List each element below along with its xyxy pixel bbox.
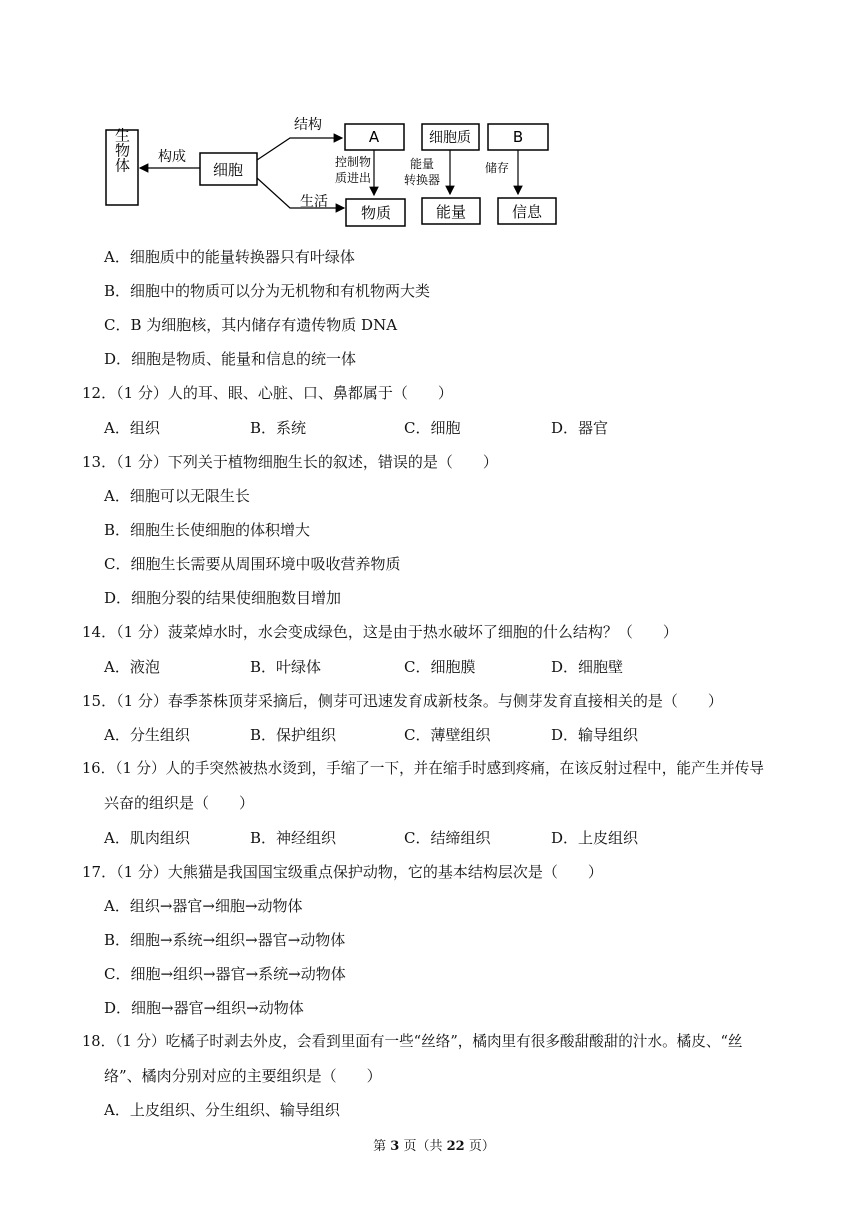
q17-option-d: D．细胞→器官→组织→动物体 [104,999,304,1017]
q15-option-a: A．分生组织 [104,726,190,744]
q12-stem: 12．（1 分）人的耳、眼、心脏、口、鼻都属于（ ） [82,384,453,402]
q15-option-d: D．输导组织 [551,726,639,744]
box-a-text: A [368,128,380,146]
q18-stem-line2: 络”、橘肉分别对应的主要组织是（ ） [104,1067,382,1085]
q13-option-c: C．细胞生长需要从周围环境中吸收营养物质 [104,555,401,573]
q16-stem-line1: 16．（1 分）人的手突然被热水烫到，手缩了一下，并在缩手时感到疼痛，在该反射过程中，能产生并传导 [82,760,764,777]
q16-option-c: C．结缔组织 [404,829,491,847]
q16-option-b: B．神经组织 [250,829,337,847]
q17-option-c: C．细胞→组织→器官→系统→动物体 [104,965,346,983]
energy-text: 能量 [435,203,467,221]
footer-page-number: 3 [390,1139,400,1154]
q18-option-a: A．上皮组织、分生组织、输导组织 [104,1101,340,1119]
q13-option-a: A．细胞可以无限生长 [104,487,250,505]
q17-option-a: A．组织→器官→细胞→动物体 [104,897,303,915]
structure-label: 结构 [294,117,322,133]
q14-option-d: D．细胞壁 [551,658,624,676]
storage-label: 储存 [484,161,510,175]
life-label: 生活 [300,194,328,210]
footer-middle: 页（共 [399,1139,447,1154]
q14-option-c: C．细胞膜 [404,658,476,676]
converter-label-2: 转换器 [403,173,441,187]
converter-label-1: 能量 [409,157,435,171]
q14-option-b: B．叶绿体 [250,658,322,676]
control-label-1: 控制物 [334,155,372,169]
q12-option-a: A．组织 [104,419,160,437]
footer-suffix: 页） [464,1139,495,1154]
q11-option-d: D．细胞是物质、能量和信息的统一体 [104,350,357,368]
q13-option-b: B．细胞生长使细胞的体积增大 [104,521,311,539]
information-text: 信息 [511,203,543,221]
q18-stem-line1: 18．（1 分）吃橘子时剥去外皮，会看到里面有一些“丝络”，橘肉里有很多酸甜酸甜的汁水。橘皮、“丝 [82,1033,743,1050]
q16-stem-line2: 兴奋的组织是（ ） [104,794,255,812]
q14-stem: 14．（1 分）菠菜焯水时，水会变成绿色，这是由于热水破坏了细胞的什么结构？（ ） [82,623,678,641]
structure-arrow [257,138,342,160]
compose-label: 构成 [158,149,186,165]
q13-stem: 13．（1 分）下列关于植物细胞生长的叙述，错误的是（ ） [82,453,498,471]
cell-concept-diagram [100,110,570,235]
q15-stem: 15．（1 分）春季茶株顶芽采摘后，侧芽可迅速发育成新枝条。与侧芽发育直接相关的是（ ） [82,692,723,710]
box-b-text: B [512,128,524,146]
q12-option-d: D．器官 [551,419,609,437]
q16-option-a: A．肌肉组织 [104,829,190,847]
q12-option-c: C．细胞 [404,419,461,437]
cell-text: 细胞 [212,161,244,179]
q11-option-b: B．细胞中的物质可以分为无机物和有机物两大类 [104,282,431,300]
control-label-2: 质进出 [334,171,372,185]
q16-option-d: D．上皮组织 [551,829,639,847]
q14-option-a: A．液泡 [104,658,160,676]
matter-text: 物质 [360,204,392,222]
q17-option-b: B．细胞→系统→组织→器官→动物体 [104,931,346,949]
q17-stem: 17．（1 分）大熊猫是我国国宝级重点保护动物，它的基本结构层次是（ ） [82,863,603,881]
organism-text: 生物体 [113,127,131,173]
q11-option-a: A．细胞质中的能量转换器只有叶绿体 [104,248,355,266]
q15-option-b: B．保护组织 [250,726,337,744]
q11-option-c: C．B 为细胞核，其内储存有遗传物质 DNA [104,316,398,334]
page-footer [0,1138,868,1156]
footer-total-pages: 22 [446,1139,465,1154]
footer-prefix: 第 [373,1139,391,1154]
q12-option-b: B．系统 [250,419,307,437]
q13-option-d: D．细胞分裂的结果使细胞数目增加 [104,589,342,607]
q15-option-c: C．薄壁组织 [404,726,491,744]
cytoplasm-text: 细胞质 [429,130,471,146]
